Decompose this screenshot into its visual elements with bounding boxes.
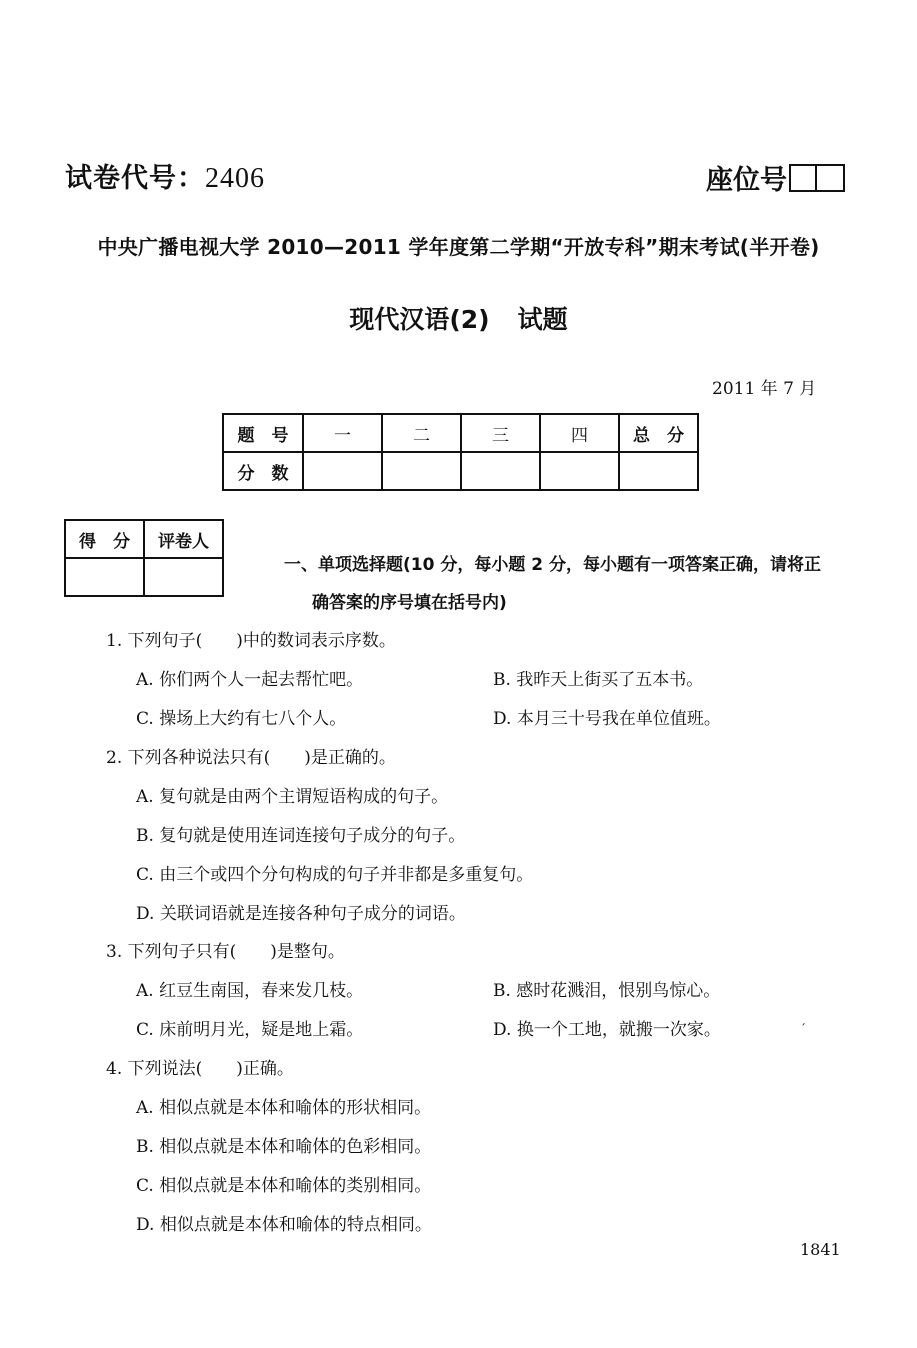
score-cell	[461, 452, 540, 490]
section-heading-line1: 一、单项选择题(10 分，每小题 2 分，每小题有一项答案正确，请将正	[284, 555, 822, 575]
scan-speck: ˊ	[800, 1022, 806, 1036]
page-number: 1841	[800, 1240, 841, 1259]
subject-suffix: 试题	[517, 305, 568, 334]
section-heading	[284, 546, 874, 622]
score-cell	[382, 452, 461, 490]
score-header-cell: 题 号	[223, 414, 303, 452]
question-stem: 2. 下列各种说法只有( )是正确的。	[106, 748, 396, 768]
score-cell	[303, 452, 382, 490]
university-line: 中央广播电视大学 2010—2011 学年度第二学期“开放专科”期末考试(半开卷)	[97, 235, 820, 259]
question-option: C. 由三个或四个分句构成的句子并非都是多重复句。	[136, 865, 534, 885]
question-stem: 1. 下列句子( )中的数词表示序数。	[106, 631, 396, 651]
score-row-label: 分 数	[223, 452, 303, 490]
score-table-header-row	[223, 414, 698, 452]
grader-value-row	[65, 558, 223, 596]
question-stem: 3. 下列句子只有( )是整句。	[106, 942, 345, 962]
score-table	[222, 413, 699, 491]
exam-date: 2011 年 7 月	[712, 379, 817, 399]
score-header-cell: 二	[382, 414, 461, 452]
subject-title	[0, 300, 917, 336]
grader-table	[64, 519, 224, 597]
question-option: D. 相似点就是本体和喻体的特点相同。	[136, 1215, 432, 1235]
paper-code-number: 2406	[205, 163, 265, 194]
score-cell	[619, 452, 698, 490]
question-option: A. 红豆生南国，春来发几枝。	[136, 981, 364, 1001]
question-stem: 4. 下列说法( )正确。	[106, 1059, 294, 1079]
question-option: D. 换一个工地，就搬一次家。	[493, 1020, 721, 1040]
score-header-cell: 四	[540, 414, 619, 452]
score-cell	[540, 452, 619, 490]
question-option: C. 床前明月光，疑是地上霜。	[136, 1020, 364, 1040]
paper-code-label: 试卷代号：	[65, 163, 205, 194]
grader-cell	[144, 558, 223, 596]
grader-header-row	[65, 520, 223, 558]
score-table-value-row	[223, 452, 698, 490]
question-option: D. 本月三十号我在单位值班。	[493, 709, 721, 729]
score-header-cell: 总 分	[619, 414, 698, 452]
seat-boxes	[789, 164, 845, 192]
question-option: C. 相似点就是本体和喻体的类别相同。	[136, 1176, 432, 1196]
paper-code	[65, 156, 265, 195]
subject-name: 现代汉语(2)	[349, 305, 490, 334]
question-option: B. 感时花溅泪，恨别鸟惊心。	[493, 981, 721, 1001]
grader-header-cell: 评卷人	[144, 520, 223, 558]
seat-label: 座位号	[706, 165, 787, 196]
question-option: A. 你们两个人一起去帮忙吧。	[136, 670, 364, 690]
score-header-cell: 一	[303, 414, 382, 452]
question-option: B. 我昨天上街买了五本书。	[493, 670, 704, 690]
seat-box	[817, 164, 845, 192]
section-heading-line2: 确答案的序号填在括号内)	[312, 593, 507, 613]
question-option: B. 复句就是使用连词连接句子成分的句子。	[136, 826, 466, 846]
question-option: B. 相似点就是本体和喻体的色彩相同。	[136, 1137, 432, 1157]
question-option: D. 关联词语就是连接各种句子成分的词语。	[136, 904, 466, 924]
question-option: A. 复句就是由两个主谓短语构成的句子。	[136, 787, 449, 807]
question-option: A. 相似点就是本体和喻体的形状相同。	[136, 1098, 432, 1118]
grader-header-cell: 得 分	[65, 520, 144, 558]
question-option: C. 操场上大约有七八个人。	[136, 709, 347, 729]
seat-number	[706, 158, 845, 197]
score-header-cell: 三	[461, 414, 540, 452]
grader-cell	[65, 558, 144, 596]
seat-box	[789, 164, 817, 192]
